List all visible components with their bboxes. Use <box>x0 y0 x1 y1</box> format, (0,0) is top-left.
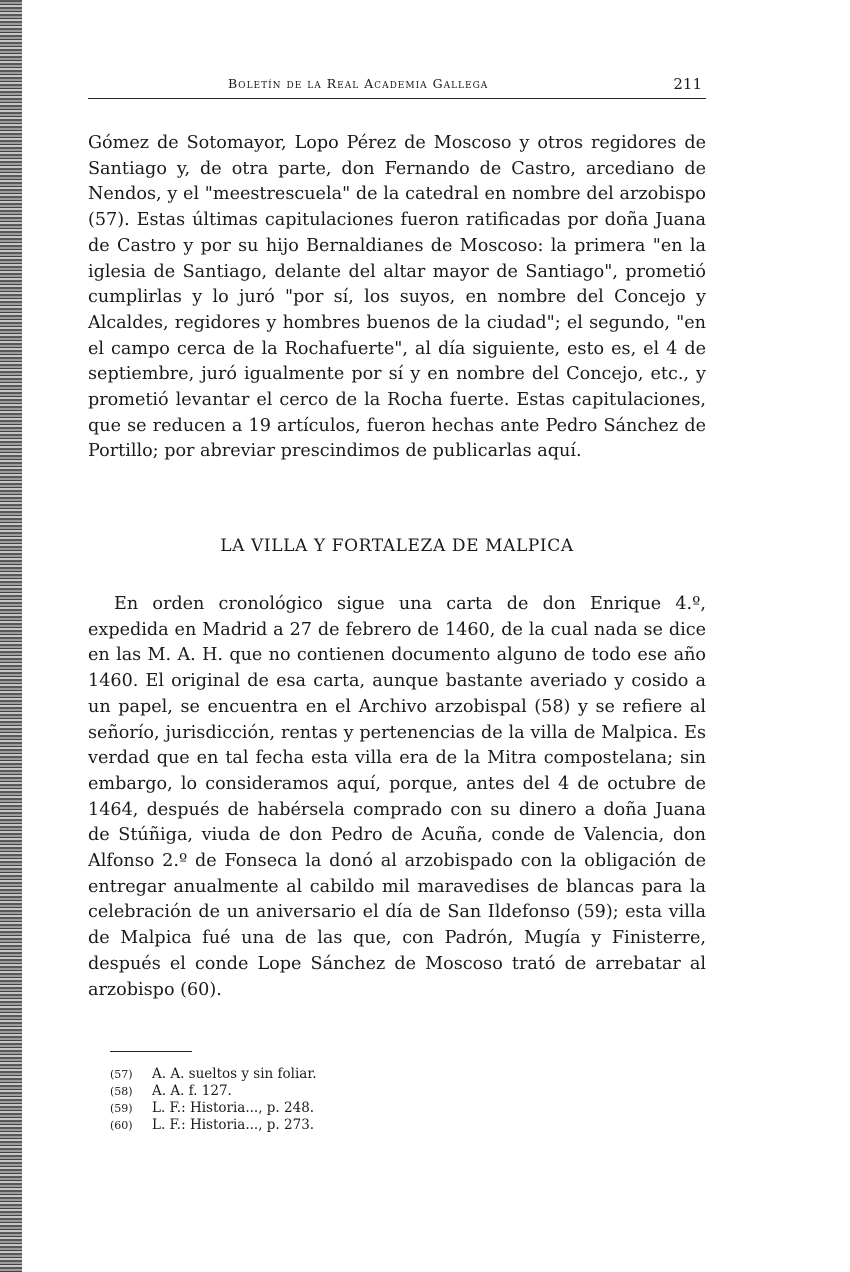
footnote-text: L. F.: Historia..., p. 273. <box>152 1117 315 1133</box>
footnote <box>110 1100 510 1117</box>
footnote <box>110 1083 510 1100</box>
footnote-mark: (57) <box>110 1068 133 1081</box>
footnote <box>110 1117 510 1134</box>
footnote-text: A. A. f. 127. <box>152 1083 232 1099</box>
footnote-text: A. A. sueltos y sin foliar. <box>152 1066 317 1082</box>
page-header <box>88 74 706 99</box>
paragraph-text: Gómez de Sotomayor, Lopo Pérez de Moscoso y otros regidores de Santiago y, de otra parte, don Fernando de Castro, arcediano de Nendos, y el "meestrescuela" de la catedral en nombre del arzobispo (57). Estas últimas capitulaciones fueron ratificadas por doña Juana de Castro y por su hijo Bernaldianes de Moscoso: la primera "en la iglesia de Santiago, delante del altar mayor de Santiago", prometió cumplirlas y lo juró "por sí, los suyos, en nombre del Concejo y Alcaldes, regidores y hombres buenos de la ciudad"; el segundo, "en el campo cerca de la Rochafuerte", al día siguiente, esto es, el 4 de septiembre, juró igualmente por sí y en nombre del Concejo, etc., y prometió levantar el cerco de la Rocha fuerte. Estas capitulaciones, que se reducen a 19 artículos, fueron hechas ante Pedro Sánchez de Portillo; por abreviar prescindimos de publicarlas aquí. <box>88 133 706 462</box>
running-head: Boletín de la Real Academia Gallega <box>228 76 489 91</box>
footnote-mark: (59) <box>110 1102 133 1115</box>
footnote <box>110 1066 510 1083</box>
scanned-page-edge <box>0 0 22 1272</box>
footnotes <box>110 1066 510 1134</box>
footnote-divider <box>110 1051 192 1052</box>
footnote-mark: (60) <box>110 1119 133 1132</box>
footnote-text: L. F.: Historia..., p. 248. <box>152 1100 315 1116</box>
footnote-mark: (58) <box>110 1085 133 1098</box>
paragraph-text: En orden cronológico sigue una carta de don Enrique 4.º, expedida en Madrid a 27 de febrero de 1460, de la cual nada se dice en las M. A. H. que no contienen documento alguno de todo ese año 1460. El original de esa carta, aunque bastante averiado y cosido a un papel, se encuentra en el Archivo arzobispal (58) y se refiere al señorío, jurisdicción, rentas y pertenencias de la villa de Malpica. Es verdad que en tal fecha esta villa era de la Mitra compostelana; sin embargo, lo consideramos aquí, porque, antes del 4 de octubre de 1464, después de habérsela comprado con su dinero a doña Juana de Stúñiga, viuda de don Pedro de Acuña, conde de Valencia, don Alfonso 2.º de Fonseca la donó al arzobispado con la obligación de entregar anualmente al cabildo mil maravedises de blancas para la celebración de un aniversario el día de San Ildefonso (59); esta villa de Malpica fué una de las que, con Padrón, Mugía y Finisterre, después el conde Lope Sánchez de Moscoso trató de arrebatar al arzobispo (60). <box>88 594 706 1000</box>
section-title: LA VILLA Y FORTALEZA DE MALPICA <box>220 536 574 556</box>
body-paragraph-1 <box>88 131 706 465</box>
body-paragraph-2 <box>88 592 706 1003</box>
page-number: 211 <box>673 75 702 93</box>
